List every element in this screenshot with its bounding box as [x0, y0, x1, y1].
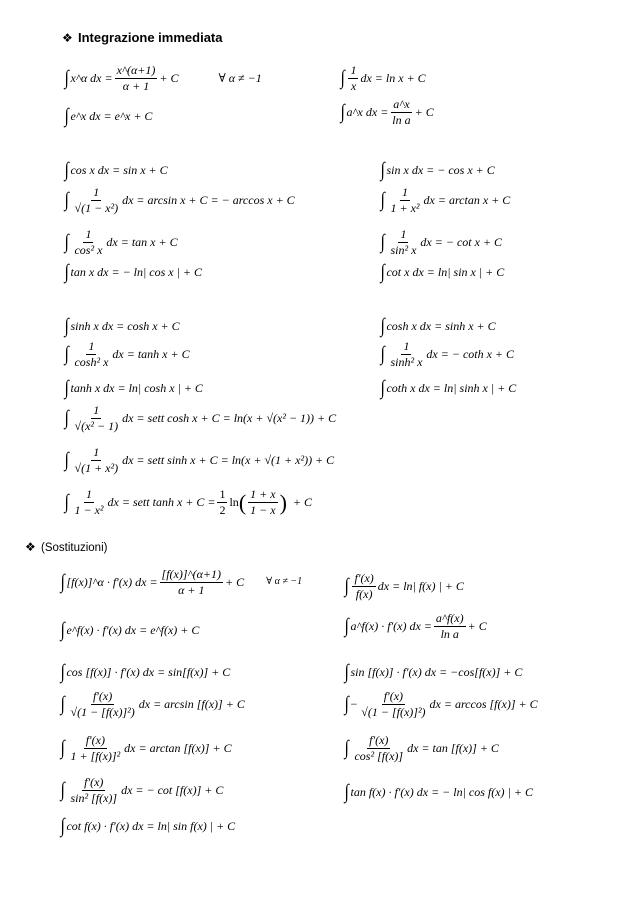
- formula-sinh: ∫ sinh x dx = cosh x + C: [64, 315, 180, 337]
- integral-sign: ∫: [60, 815, 65, 837]
- integral-sign: ∫: [64, 67, 69, 90]
- integral-sign: ∫: [380, 315, 385, 337]
- integral-sign: ∫: [64, 105, 69, 127]
- formula-sec2: ∫ 1 cos² x dx = tan x + C: [64, 227, 178, 257]
- integral-sign: ∫: [344, 575, 349, 598]
- condition: ∀ α ≠ −1: [218, 70, 262, 85]
- integral-sign: ∫: [380, 377, 385, 399]
- integral-sign: ∫: [64, 449, 69, 472]
- formula-sub-arccos: ∫ − $\frac{f'(x)}{\text{√(1 − [f(x)]²)}}$ dx = arccos [f(x)] + C: [344, 689, 538, 719]
- integral-sign: ∫: [380, 189, 385, 212]
- formula-sech2: ∫ 1 cosh² x dx = tanh x + C: [64, 339, 190, 369]
- formula-sub-exp-a: ∫ a^f(x) · f′(x) dx = $\frac{a\^{}f(x)}{\text{ln a}}$ + C: [344, 611, 487, 641]
- integral-sign: ∫: [60, 571, 65, 594]
- condition: ∀ α ≠ −1: [266, 575, 303, 587]
- integral-sign: ∫: [60, 779, 65, 802]
- formula-arccosh: ∫ 1 √(x² − 1) dx = sett cosh x + C = ln(x + √(x² − 1)) + C: [64, 403, 337, 433]
- integral-sign: ∫: [60, 661, 65, 683]
- integral-sign: ∫: [60, 619, 65, 641]
- diamond-bullet-icon: ❖: [62, 31, 73, 45]
- integral-sign: ∫: [344, 661, 349, 683]
- diamond-bullet-icon: ❖: [25, 540, 36, 554]
- formula-arctan: ∫ 1 1 + x² dx = arctan x + C: [380, 185, 511, 215]
- section-heading-immediata: [62, 30, 222, 45]
- formula-sub-cotf: ∫ cot f(x) · f′(x) dx = ln| sin f(x) | + C: [60, 815, 236, 837]
- integral-sign: ∫: [64, 231, 69, 254]
- integral-sign: ∫: [64, 377, 69, 399]
- integral-sign: ∫: [64, 343, 69, 366]
- integral-sign: ∫: [344, 615, 349, 638]
- integral-sign: ∫: [344, 693, 349, 716]
- integral-sign: ∫: [64, 315, 69, 337]
- formula-sub-cot: ∫ f′(x) sin² [f(x)] dx = − cot [f(x)] + C: [60, 775, 224, 805]
- formula-exp: ∫ e^x dx = e^x + C: [64, 105, 153, 127]
- integral-sign: ∫: [64, 261, 69, 283]
- section-title: Integrazione immediata: [78, 30, 223, 45]
- formula-tanh: ∫ tanh x dx = ln| cosh x | + C: [64, 377, 203, 399]
- integral-sign: ∫: [64, 189, 69, 212]
- integral-sign: ∫: [64, 491, 69, 514]
- formula-cosh: ∫ cosh x dx = sinh x + C: [380, 315, 496, 337]
- formula-cot: ∫ cot x dx = ln| sin x | + C: [380, 261, 505, 283]
- section-title: (Sostituzioni): [41, 542, 108, 554]
- integral-sign: ∫: [60, 737, 65, 760]
- formula-cos: ∫ cos x dx = sin x + C: [64, 159, 168, 181]
- integral-sign: ∫: [64, 159, 69, 181]
- integral-sign: ∫: [344, 781, 349, 803]
- integral-sign: ∫: [380, 159, 385, 181]
- formula-sub-tanf: ∫ tan f(x) · f′(x) dx = − ln| cos f(x) | + C: [344, 781, 533, 803]
- integral-sign: ∫: [340, 67, 345, 90]
- integral-sign: ∫: [64, 407, 69, 430]
- integral-sign: ∫: [380, 231, 385, 254]
- integral-sign: ∫: [340, 101, 345, 124]
- formula-sub-log: ∫ f′(x) f(x) dx = ln| f(x) | + C: [344, 571, 464, 601]
- formula-arcsin: ∫ 1 √(1 − x²) dx = arcsin x + C = − arccos x + C: [64, 185, 295, 215]
- formula-csch2: ∫ 1 sinh² x dx = − coth x + C: [380, 339, 515, 369]
- formula-sub-power: ∫ [f(x)]^α · f′(x) dx = $\frac{[f(x)]\^{}(\alpha+1)}{\alpha + 1}$ + C ∀ α ≠ −1: [60, 567, 303, 597]
- formula-sub-arcsin: ∫ f′(x) √(1 − [f(x)]²) dx = arcsin [f(x)] + C: [60, 689, 245, 719]
- formula-power-rule: ∫ x^α dx = $\frac{x\^{}(\alpha+1)}{\alpha + 1}$ + C ∀ α ≠ −1: [64, 63, 262, 93]
- formula-coth: ∫ coth x dx = ln| sinh x | + C: [380, 377, 517, 399]
- formula-csc2: ∫ 1 sin² x dx = − cot x + C: [380, 227, 503, 257]
- formula-tan: ∫ tan x dx = − ln| cos x | + C: [64, 261, 203, 283]
- section-heading-sostituzioni: [25, 540, 107, 554]
- integral-sign: ∫: [60, 693, 65, 716]
- formula-sin: ∫ sin x dx = − cos x + C: [380, 159, 495, 181]
- formula-reciprocal: ∫ 1 x dx = ln x + C: [340, 63, 426, 93]
- integral-sign: ∫: [380, 261, 385, 283]
- formula-arcsinh: ∫ 1 √(1 + x²) dx = sett sinh x + C = ln(x + √(1 + x²)) + C: [64, 445, 335, 475]
- formula-sub-cos: ∫ cos [f(x)] · f′(x) dx = sin[f(x)] + C: [60, 661, 231, 683]
- formula-sub-exp: ∫ e^f(x) · f′(x) dx = e^f(x) + C: [60, 619, 200, 641]
- formula-arctanh: ∫ 1 1 − x² dx = sett tanh x + C = $\frac{1}{2}$ ln ( 1 + x 1 − x ) + C: [64, 487, 313, 517]
- integral-sign: ∫: [380, 343, 385, 366]
- integral-sign: ∫: [344, 737, 349, 760]
- formula-exp-base-a: ∫ a^x dx = $\frac{a\^{}x}{\text{ln a}}$ + C: [340, 97, 434, 127]
- formula-sub-sin: ∫ sin [f(x)] · f′(x) dx = −cos[f(x)] + C: [344, 661, 523, 683]
- formula-sub-arctan: ∫ f′(x) 1 + [f(x)]² dx = arctan [f(x)] + C: [60, 733, 232, 763]
- formula-sub-tan: ∫ f′(x) cos² [f(x)] dx = tan [f(x)] + C: [344, 733, 499, 763]
